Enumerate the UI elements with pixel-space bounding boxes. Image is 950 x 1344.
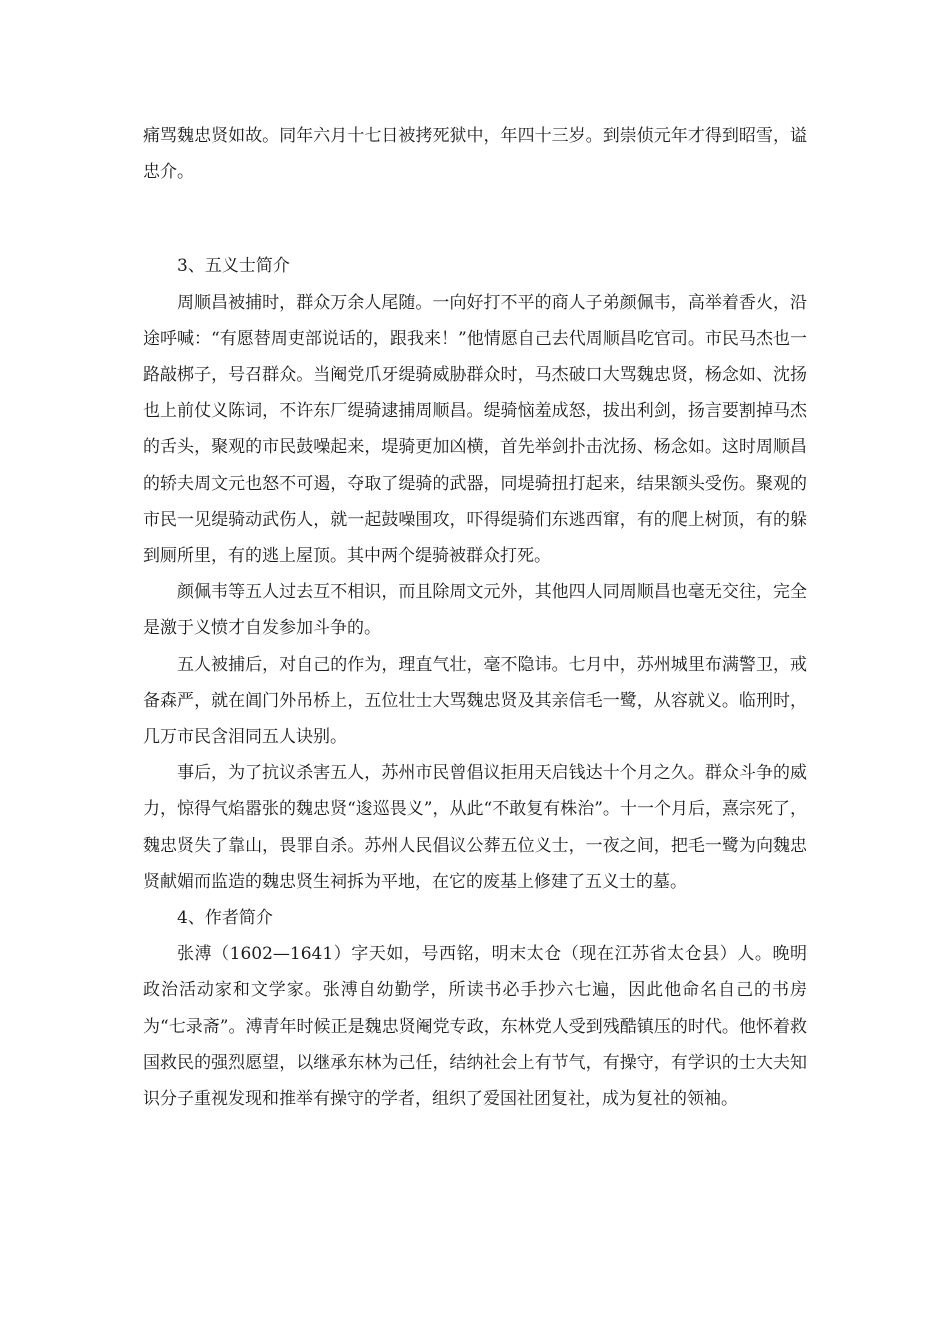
section-heading-4: 4、作者简介 — [177, 908, 273, 929]
paragraph: 颜佩韦等五人过去互不相识，而且除周文元外，其他四人同周顺昌也毫无交往，完全是激于义愤才自发参加斗争的。 — [143, 582, 807, 639]
section-heading-3: 3、五义士简介 — [177, 256, 290, 277]
paragraph: 事后，为了抗议杀害五人，苏州市民曾倡议拒用天启钱达十个月之久。群众斗争的威力，惊得气焰嚣张的魏忠贤“逡巡畏义”，从此“不敢复有株治”。十一个月后，熹宗死了，魏忠贤失了靠山，畏罪自杀。苏州人民倡议公葬五位义士，一夜之间，把毛一鹭为向魏忠贤献媚而监造的魏忠贤生祠拆为平地，在它的废基上修建了五义士的墓。 — [143, 763, 807, 892]
paragraph-continued: 痛骂魏忠贤如故。同年六月十七日被拷死狱中，年四十三岁。到崇侦元年才得到昭雪，谥忠介。 — [143, 126, 807, 183]
paragraph: 周顺昌被捕时，群众万余人尾随。一向好打不平的商人子弟颜佩韦，高举着香火，沿途呼喊：“有愿替周吏部说话的，跟我来！”他情愿自己去代周顺昌吃官司。市民马杰也一路敲梆子，号召群众。当阉党爪牙缇骑威胁群众时，马杰破口大骂魏忠贤，杨念如、沈扬也上前仗义陈词，不许东厂缇骑逮捕周顺昌。缇骑恼羞成怒，拔出利剑，扬言要割掉马杰的舌头，聚观的市民鼓噪起来，堤骑更加凶横，首先举剑扑击沈扬、杨念如。这时周顺昌的轿夫周文元也怒不可遏，夺取了缇骑的武器，同堤骑扭打起来，结果额头受伤。聚观的市民一见缇骑动武伤人，就一起鼓噪围攻，吓得缇骑们东逃西窜，有的爬上树顶，有的躲到厕所里，有的逃上屋顶。其中两个缇骑被群众打死。 — [143, 292, 807, 567]
paragraph: 张溥（1602—1641）字天如，号西铭，明末太仓（现在江苏省太仓县）人。晚明政治活动家和文学家。张溥自幼勤学，所读书必手抄六七遍，因此他命名自己的书房为“七录斋”。溥青年时候正是魏忠贤阉党专政，东林党人受到残酷镇压的时代。他怀着救国救民的强烈愿望，以继承东林为己任，结纳社会上有节气，有操守，有学识的士大夫知识分子重视发现和推举有操守的学者，组织了爱国社团复社，成为复社的领袖。 — [143, 944, 807, 1110]
section-gap — [143, 190, 807, 248]
paragraph: 五人被捕后，对自己的作为，理直气壮，毫不隐讳。七月中，苏州城里布满警卫，戒备森严，就在阊门外吊桥上，五位壮士大骂魏忠贤及其亲信毛一鹭，从容就义。临刑时，几万市民含泪同五人诀别。 — [143, 654, 807, 748]
document-body — [143, 118, 807, 1117]
